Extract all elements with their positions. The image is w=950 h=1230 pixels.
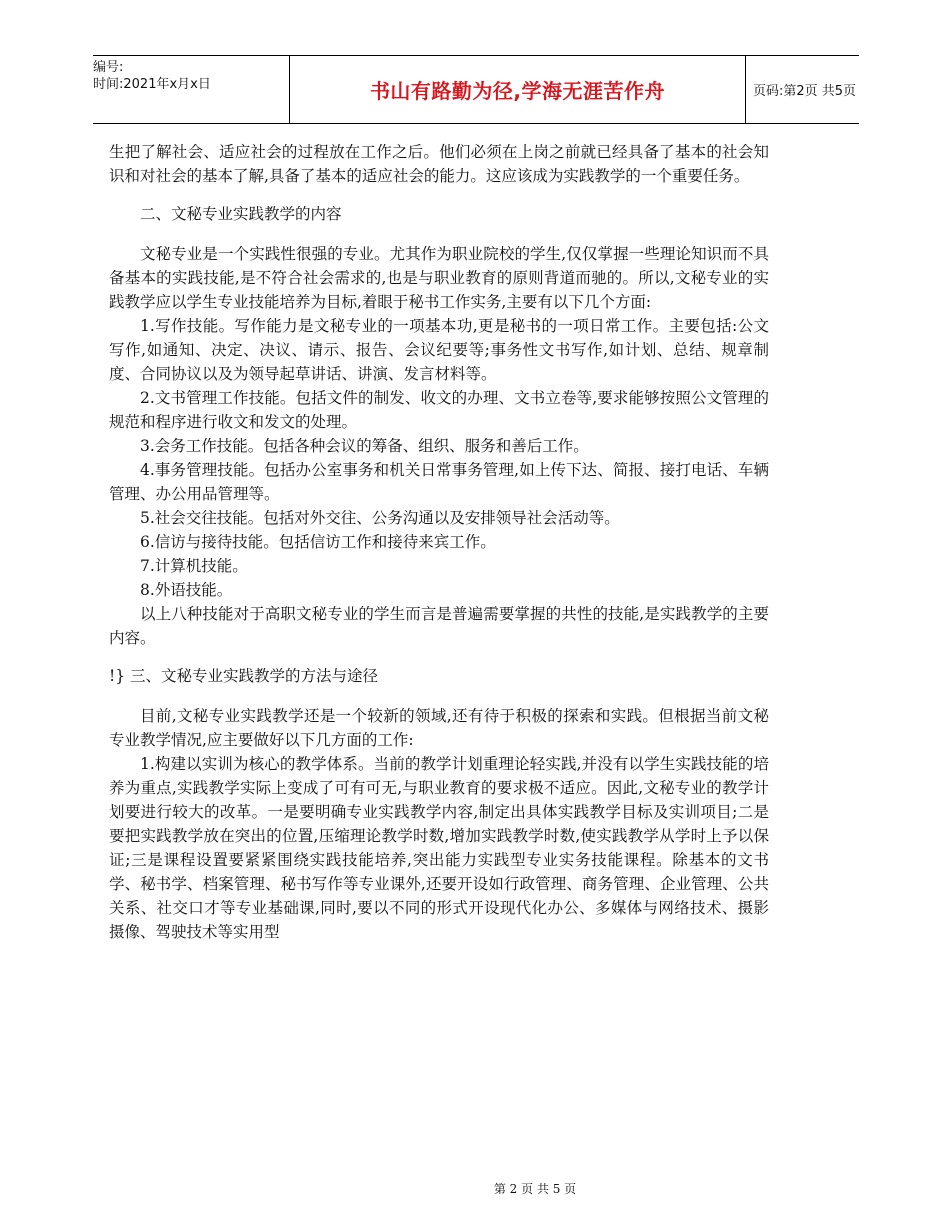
header-motto: 书山有路勤为径,学海无涯苦作舟 bbox=[369, 79, 666, 103]
list-item-language-skill: 8.外语技能。 bbox=[140, 581, 233, 599]
header-meta bbox=[93, 56, 289, 123]
list-item-social-skill: 5.社会交往技能。包括对外交往、公务沟通以及安排领导社会活动等。 bbox=[140, 509, 620, 527]
paragraph-section-two-summary: 以上八种技能对于高职文秘专业的学生而言是普遍需要掌握的共性的技能,是实践教学的主要内容。 bbox=[109, 605, 769, 647]
page-header bbox=[93, 55, 859, 124]
list-item-writing-skill: 1.写作技能。写作能力是文秘专业的一项基本功,更是秘书的一项日常工作。主要包括:公文写作,如通知、决定、决议、请示、报告、会议纪要等;事务性文书写作,如计划、总结、规章制度、合同协议以及为领导起草讲话、讲演、发言材料等。 bbox=[109, 317, 769, 383]
list-item-reception-skill: 6.信访与接待技能。包括信访工作和接待来宾工作。 bbox=[140, 533, 496, 551]
list-item-computer-skill: 7.计算机技能。 bbox=[140, 557, 248, 575]
list-item-document-management: 2.文书管理工作技能。包括文件的制发、收文的办理、文书立卷等,要求能够按照公文管理的规范和程序进行收文和发文的处理。 bbox=[109, 389, 769, 431]
list-item-affairs-management: 4.事务管理技能。包括办公室事务和机关日常事务管理,如上传下达、简报、接打电话、车辆管理、办公用品管理等。 bbox=[109, 461, 769, 503]
list-item-meeting-affairs: 3.会务工作技能。包括各种会议的筹备、组织、服务和善后工作。 bbox=[140, 437, 589, 455]
document-body bbox=[109, 140, 769, 944]
paragraph-section-two-intro: 文秘专业是一个实践性很强的专业。尤其作为职业院校的学生,仅仅掌握一些理论知识而不具备基本的实践技能,是不符合社会需求的,也是与职业教育的原则背道而驰的。所以,文秘专业的实践教学应以学生专业技能培养为目标,着眼于秘书工作实务,主要有以下几个方面: bbox=[109, 245, 769, 311]
section-heading-three: !} 三、文秘专业实践教学的方法与途径 bbox=[109, 667, 379, 685]
doc-number-label: 编号: bbox=[93, 60, 124, 75]
doc-time-label: 时间:2021年x月x日 bbox=[93, 77, 211, 92]
header-motto-cell bbox=[289, 56, 746, 123]
section-heading-two: 二、文秘专业实践教学的内容 bbox=[140, 205, 342, 223]
paragraph-section-three-item-1: 1.构建以实训为核心的教学体系。当前的教学计划重理论轻实践,并没有以学生实践技能的培养为重点,实践教学实际上变成了可有可无,与职业教育的要求极不适应。因此,文秘专业的教学计划要进行较大的改革。一是要明确专业实践教学内容,制定出具体实践教学目标及实训项目;二是要把实践教学放在突出的位置,压缩理论教学时数,增加实践教学时数,使实践教学从学时上予以保证;三是课程设置要紧紧围绕实践技能培养,突出能力实践型专业实务技能课程。除基本的文书学、秘书学、档案管理、秘书写作等专业课外,还要开设如行政管理、商务管理、企业管理、公共关系、社交口才等专业基础课,同时,要以不同的形式开设现代化办公、多媒体与网络技术、摄影摄像、驾驶技术等实用型 bbox=[109, 755, 769, 941]
header-page-info: 页码:第2页 共5页 bbox=[753, 84, 857, 99]
page-footer: 第 2 页 共 5 页 bbox=[493, 1182, 577, 1196]
paragraph-section-three-intro: 目前,文秘专业实践教学还是一个较新的领域,还有待于积极的探索和实践。但根据当前文秘专业教学情况,应主要做好以下几方面的工作: bbox=[109, 707, 769, 749]
paragraph-intro: 生把了解社会、适应社会的过程放在工作之后。他们必须在上岗之前就已经具备了基本的社会知识和对社会的基本了解,具备了基本的适应社会的能力。这应该成为实践教学的一个重要任务。 bbox=[109, 143, 769, 185]
